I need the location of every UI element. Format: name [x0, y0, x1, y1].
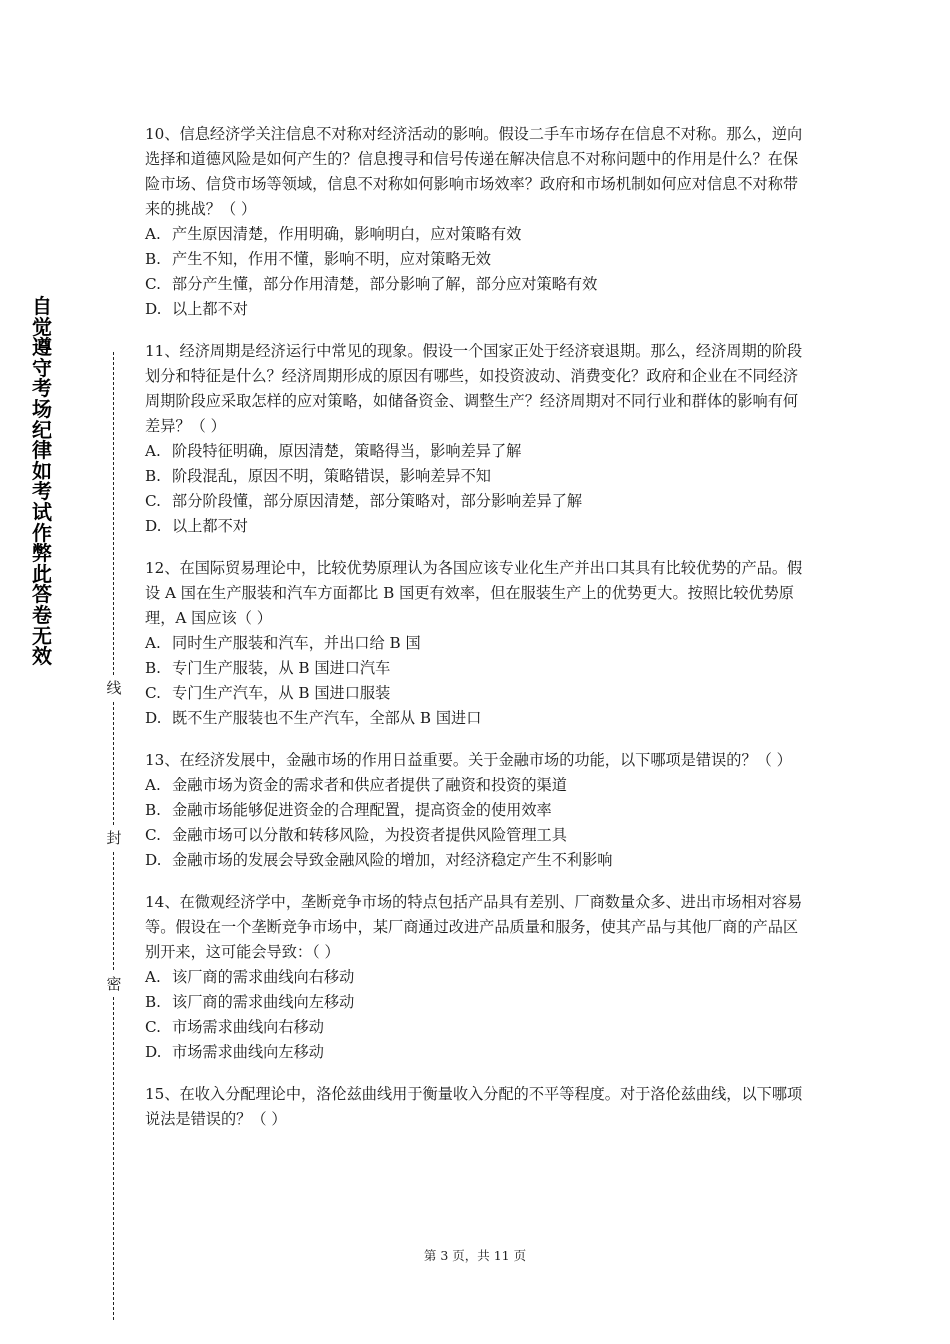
- option-c: [145, 1015, 810, 1040]
- question-stem: 14、在微观经济学中，垄断竞争市场的特点包括产品具有差别、厂商数量众多、进出市场相对容易等。假设在一个垄断竞争市场中，某厂商通过改进产品质量和服务，使其产品与其他厂商的产品区别开来，这可能会导致：（ ）: [145, 893, 803, 961]
- question-13: [145, 748, 810, 873]
- option-text: 该厂商的需求曲线向右移动: [172, 968, 355, 986]
- option-text: 产生不知，作用不懂，影响不明，应对策略无效: [172, 250, 491, 268]
- option-b: [145, 656, 810, 681]
- option-letter: A.: [145, 968, 161, 986]
- option-a: [145, 439, 810, 464]
- question-12: [145, 556, 810, 731]
- question-15: [145, 1082, 810, 1132]
- option-letter: A.: [145, 776, 161, 794]
- option-a: [145, 222, 810, 247]
- option-c: [145, 272, 810, 297]
- option-text: 阶段特征明确，原因清楚，策略得当，影响差异了解: [172, 442, 522, 460]
- option-c: [145, 823, 810, 848]
- option-letter: A.: [145, 634, 161, 652]
- binding-mark-secret: 密: [104, 972, 124, 996]
- option-d: [145, 1040, 810, 1065]
- question-14: [145, 890, 810, 1065]
- option-letter: A.: [145, 225, 161, 243]
- question-stem: 10、信息经济学关注信息不对称对经济活动的影响。假设二手车市场存在信息不对称。那么，逆向选择和道德风险是如何产生的？信息搜寻和信号传递在解决信息不对称问题中的作用是什么？在保险市场、信贷市场等领域，信息不对称如何影响市场效率？政府和市场机制如何应对信息不对称带来的挑战？（ ）: [145, 125, 803, 218]
- option-letter: C.: [145, 684, 161, 702]
- option-letter: D.: [145, 517, 162, 535]
- option-letter: C.: [145, 1018, 161, 1036]
- question-stem: 13、在经济发展中，金融市场的作用日益重要。关于金融市场的功能，以下哪项是错误的？（ ）: [145, 751, 792, 769]
- option-text: 金融市场的发展会导致金融风险的增加，对经济稳定产生不利影响: [172, 851, 613, 869]
- option-text: 以上都不对: [172, 300, 248, 318]
- option-b: [145, 990, 810, 1015]
- option-letter: B.: [145, 250, 161, 268]
- option-letter: B.: [145, 659, 161, 677]
- option-text: 专门生产服装，从 B 国进口汽车: [172, 659, 391, 677]
- option-letter: D.: [145, 709, 162, 727]
- option-text: 部分阶段懂，部分原因清楚，部分策略对，部分影响差异了解: [172, 492, 583, 510]
- option-letter: C.: [145, 492, 161, 510]
- option-letter: C.: [145, 826, 161, 844]
- question-10: [145, 122, 810, 322]
- option-a: [145, 965, 810, 990]
- option-text: 既不生产服装也不生产汽车，全部从 B 国进口: [172, 709, 482, 727]
- option-text: 部分产生懂，部分作用清楚，部分影响了解，部分应对策略有效: [172, 275, 598, 293]
- option-letter: B.: [145, 467, 161, 485]
- option-letter: B.: [145, 801, 161, 819]
- option-letter: B.: [145, 993, 161, 1011]
- option-letter: A.: [145, 442, 161, 460]
- option-d: [145, 514, 810, 539]
- option-text: 阶段混乱，原因不明，策略错误，影响差异不知: [172, 467, 491, 485]
- question-stem: 11、经济周期是经济运行中常见的现象。假设一个国家正处于经济衰退期。那么，经济周期的阶段划分和特征是什么？经济周期形成的原因有哪些，如投资波动、消费变化？政府和企业在不同经济周期阶段应采取怎样的应对策略，如储备资金、调整生产？经济周期对不同行业和群体的影响有何差异？（ ）: [145, 342, 803, 435]
- option-text: 金融市场可以分散和转移风险，为投资者提供风险管理工具: [172, 826, 567, 844]
- option-text: 市场需求曲线向右移动: [172, 1018, 324, 1036]
- option-letter: D.: [145, 851, 162, 869]
- option-d: [145, 297, 810, 322]
- option-text: 专门生产汽车，从 B 国进口服装: [172, 684, 391, 702]
- option-c: [145, 681, 810, 706]
- option-b: [145, 798, 810, 823]
- question-stem: 15、在收入分配理论中，洛伦兹曲线用于衡量收入分配的不平等程度。对于洛伦兹曲线，以下哪项说法是错误的？（ ）: [145, 1085, 803, 1128]
- question-list: [145, 122, 810, 1149]
- question-11: [145, 339, 810, 539]
- binding-mark-line: 线: [104, 676, 124, 700]
- option-text: 金融市场为资金的需求者和供应者提供了融资和投资的渠道: [172, 776, 567, 794]
- option-letter: D.: [145, 1043, 162, 1061]
- option-text: 金融市场能够促进资金的合理配置，提高资金的使用效率: [172, 801, 552, 819]
- option-letter: C.: [145, 275, 161, 293]
- option-b: [145, 247, 810, 272]
- option-a: [145, 773, 810, 798]
- option-text: 以上都不对: [172, 517, 248, 535]
- option-text: 同时生产服装和汽车，并出口给 B 国: [172, 634, 421, 652]
- option-c: [145, 489, 810, 514]
- binding-mark-seal: 封: [104, 826, 124, 850]
- option-a: [145, 631, 810, 656]
- page-number: 第 3 页，共 11 页: [423, 1248, 527, 1263]
- option-b: [145, 464, 810, 489]
- option-text: 市场需求曲线向左移动: [172, 1043, 324, 1061]
- option-d: [145, 848, 810, 873]
- question-stem: 12、在国际贸易理论中，比较优势原理认为各国应该专业化生产并出口其具有比较优势的产品。假设 A 国在生产服装和汽车方面都比 B 国更有效率，但在服装生产上的优势更大。按照比较优势原理，A 国应该（ ）: [145, 559, 803, 627]
- option-text: 该厂商的需求曲线向左移动: [172, 993, 355, 1011]
- option-letter: D.: [145, 300, 162, 318]
- option-d: [145, 706, 810, 731]
- exam-discipline-notice: 自觉遵守考场纪律如考试作弊此答卷无效: [32, 294, 52, 669]
- option-text: 产生原因清楚，作用明确，影响明白，应对策略有效: [172, 225, 522, 243]
